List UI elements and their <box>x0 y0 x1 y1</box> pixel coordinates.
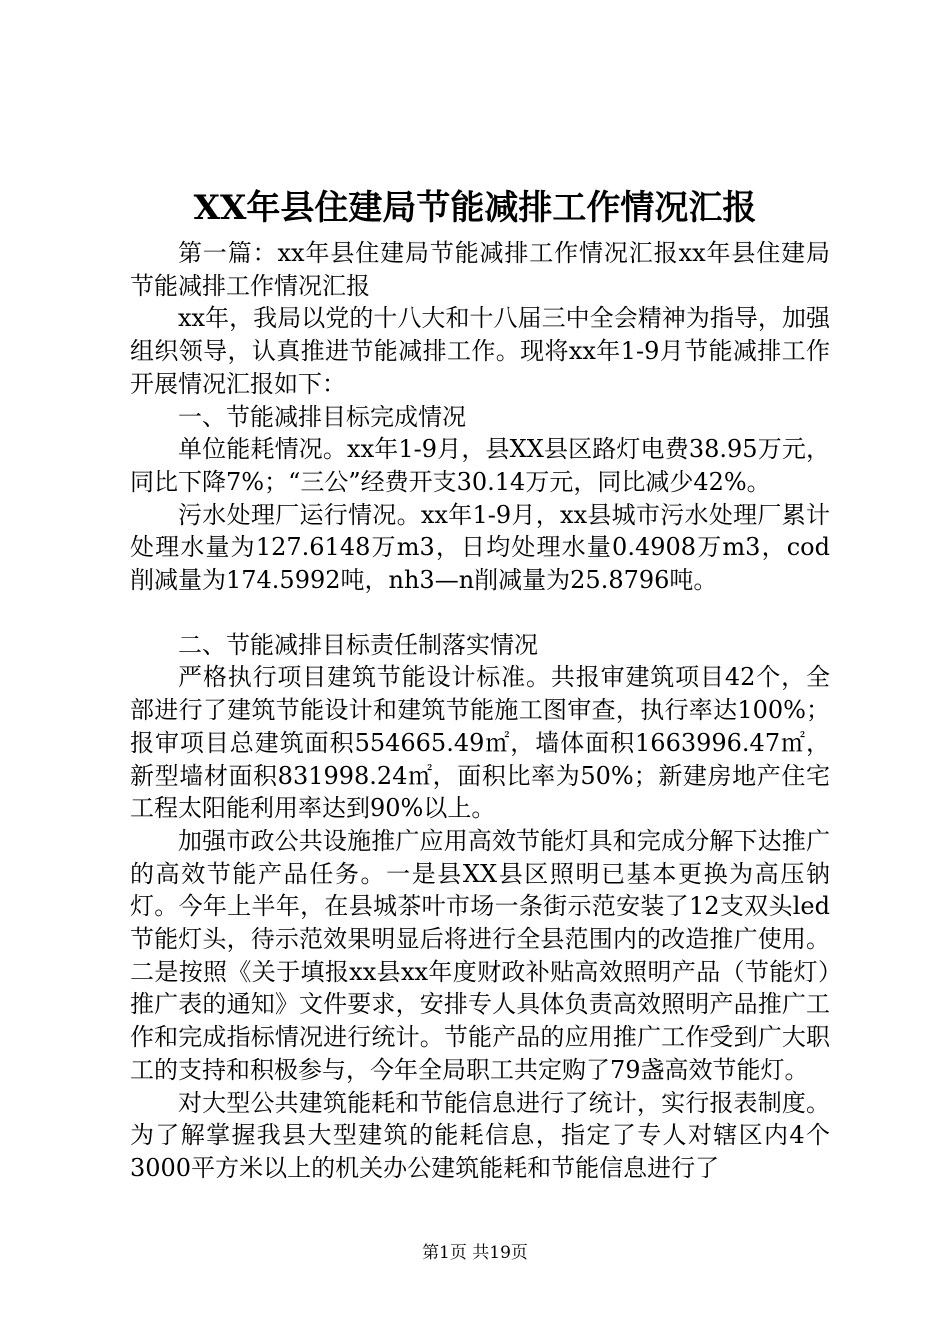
paragraph-unit-energy: 单位能耗情况。xx年1-9月，县XX县区路灯电费38.95万元，同比下降7%；“三公”经费开支30.14万元，同比减少42%。 <box>130 435 830 496</box>
section-heading-1: 一、节能减排目标完成情况 <box>178 402 466 431</box>
paragraph-building-standards: 严格执行项目建筑节能设计标准。共报审建筑项目42个，全部进行了建筑节能设计和建筑节能施工图审查，执行率达100%；报审项目总建筑面积554665.49㎡，墙体面积1663996.47㎡，新型墙材面积831998.24㎡，面积比率为50%；新建房地产住宅工程太阳能利用率达到90%以上。 <box>130 663 830 823</box>
paragraph-sewage-plant: 污水处理厂运行情况。xx年1-9月，xx县城市污水处理厂累计处理水量为127.6148万m3，日均处理水量0.4908万m3，cod削减量为174.5992吨，nh3—n削减量为25.8796吨。 <box>130 500 830 595</box>
section-heading-2: 二、节能减排目标责任制落实情况 <box>178 630 538 659</box>
document-title: XX年县住建局节能减排工作情况汇报 <box>193 188 757 228</box>
page-footer: 第1页 共19页 <box>422 1243 528 1263</box>
document-body <box>130 237 830 1185</box>
paragraph-intro: xx年，我局以党的十八大和十八届三中全会精神为指导，加强组织领导，认真推进节能减排工作。现将xx年1-9月节能减排工作开展情况汇报如下： <box>130 304 830 398</box>
paragraph-lighting: 加强市政公共设施推广应用高效节能灯具和完成分解下达推广的高效节能产品任务。一是县XX县区照明已基本更换为高压钠灯。今年上半年，在县城茶叶市场一条街示范安装了12支双头led节能灯头，待示范效果明显后将进行全县范围内的改造推广使用。二是按照《关于填报xx县xx年度财政补贴高效照明产品（节能灯）推广表的通知》文件要求，安排专人具体负责高效照明产品推广工作和完成指标情况进行统计。节能产品的应用推广工作受到广大职工的支持和积极参与，今年全局职工共定购了79盏高效节能灯。 <box>130 826 830 1084</box>
paragraph-public-buildings: 对大型公共建筑能耗和节能信息进行了统计，实行报表制度。为了解掌握我县大型建筑的能耗信息，指定了专人对辖区内4个3000平方米以上的机关办公建筑能耗和节能信息进行了 <box>130 1088 830 1182</box>
paragraph-first-article: 第一篇：xx年县住建局节能减排工作情况汇报xx年县住建局节能减排工作情况汇报 <box>130 239 830 300</box>
paragraph-spacer <box>130 597 830 629</box>
